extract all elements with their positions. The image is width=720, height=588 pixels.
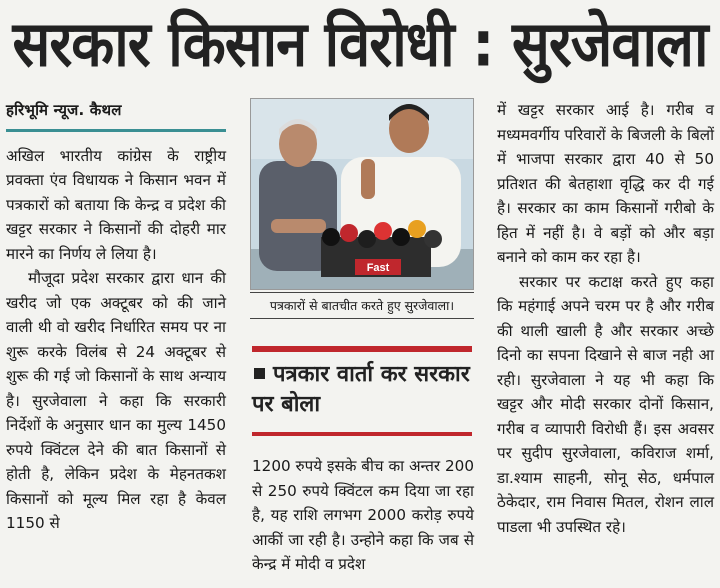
mic-label: Fast: [366, 262, 390, 274]
column-right: [497, 98, 714, 539]
paragraph: मौजूदा प्रदेश सरकार द्वारा धान की खरीद जो एक अक्टूबर को की जाने वाली थी वो खरीद निर्धारित समय पर ना शुरू करके विलंब से 24 अक्टूबर से शुरू की गई जो किसानों के साथ अन्याय है। सुरजेवाला ने कहा कि सरकारी निर्देशों के अनुसार धान का मुल्य 1450 रुपये क्विंटल देने की बात किसानों से होती है, लेकिन प्रदेश के मेहनतकश किसानों को मूल्य मिल रहा है केवल 1150 से: [6, 269, 226, 532]
column-left: [6, 98, 226, 536]
red-rule-bottom: [252, 432, 472, 436]
press-photo-illustration: [251, 99, 473, 289]
column-middle: [252, 454, 474, 577]
paragraph: सरकार पर कटाक्ष करते हुए कहा कि महंगाई अपने चरम पर है और गरीब की थाली खाली है और सरकार अच्छे दिनो का सपना दिखाने से बाज नही आ रही। सुरजेवाला ने यह भी कहा कि खट्टर और मोदी सरकार दोनों किसान, गरीब व व्यापारी विरोधी हैं। इस अवसर पर सुदीप सुरजेवाला, कविराज शर्मा, डा.श्याम साहनी, सोनू सेठ, धर्मपाल ठेकेदार, राम निवास मितल, रोशन लाल पाडला भी उपस्थित रहे।: [497, 272, 714, 536]
red-rule-top: [252, 346, 472, 352]
press-photo: [250, 98, 474, 290]
subheading: [252, 360, 472, 420]
photo-caption: पत्रकारों से बातचीत करते हुए सुरजेवाला।: [250, 292, 474, 319]
subheading-text: पत्रकार वार्ता कर सरकार पर बोला: [252, 362, 470, 417]
dateline: हरिभूमि न्यूज. कैथल: [6, 98, 226, 132]
paragraph: अखिल भारतीय कांग्रेस के राष्ट्रीय प्रवक्ता एंव विधायक ने किसान भवन में पत्रकारों को बताया कि केन्द्र व प्रदेश की खट्टर सरकार ने किसानों की दोहरी मार मारने का निर्णय ले लिया है।: [6, 146, 226, 263]
headline: सरकार किसान विरोधी : सुरजेवाला: [12, 8, 708, 82]
paragraph: 1200 रुपये इसके बीच का अन्तर 200 से 250 रुपये क्विंटल कम दिया जा रहा है, यह राशि लगभग 2000 करोड़ रुपये आकीं जा रही है। उन्होने कहा कि जब से केन्द्र में मोदी व प्रदेश: [252, 457, 474, 573]
paragraph: में खट्टर सरकार आई है। गरीब व मध्यमवर्गीय परिवारों के बिजली के बिलों में भाजपा सरकार द्वारा 40 से 50 प्रतिशत की बेतहाशा वृद्धि कर दी गई है। सरकार का काम किसानों गरीबो के हित में नहीं है। वे बड़ों को और बड़ा बनाने को काम कर रहा है।: [497, 101, 714, 266]
bullet-square: [254, 368, 265, 379]
